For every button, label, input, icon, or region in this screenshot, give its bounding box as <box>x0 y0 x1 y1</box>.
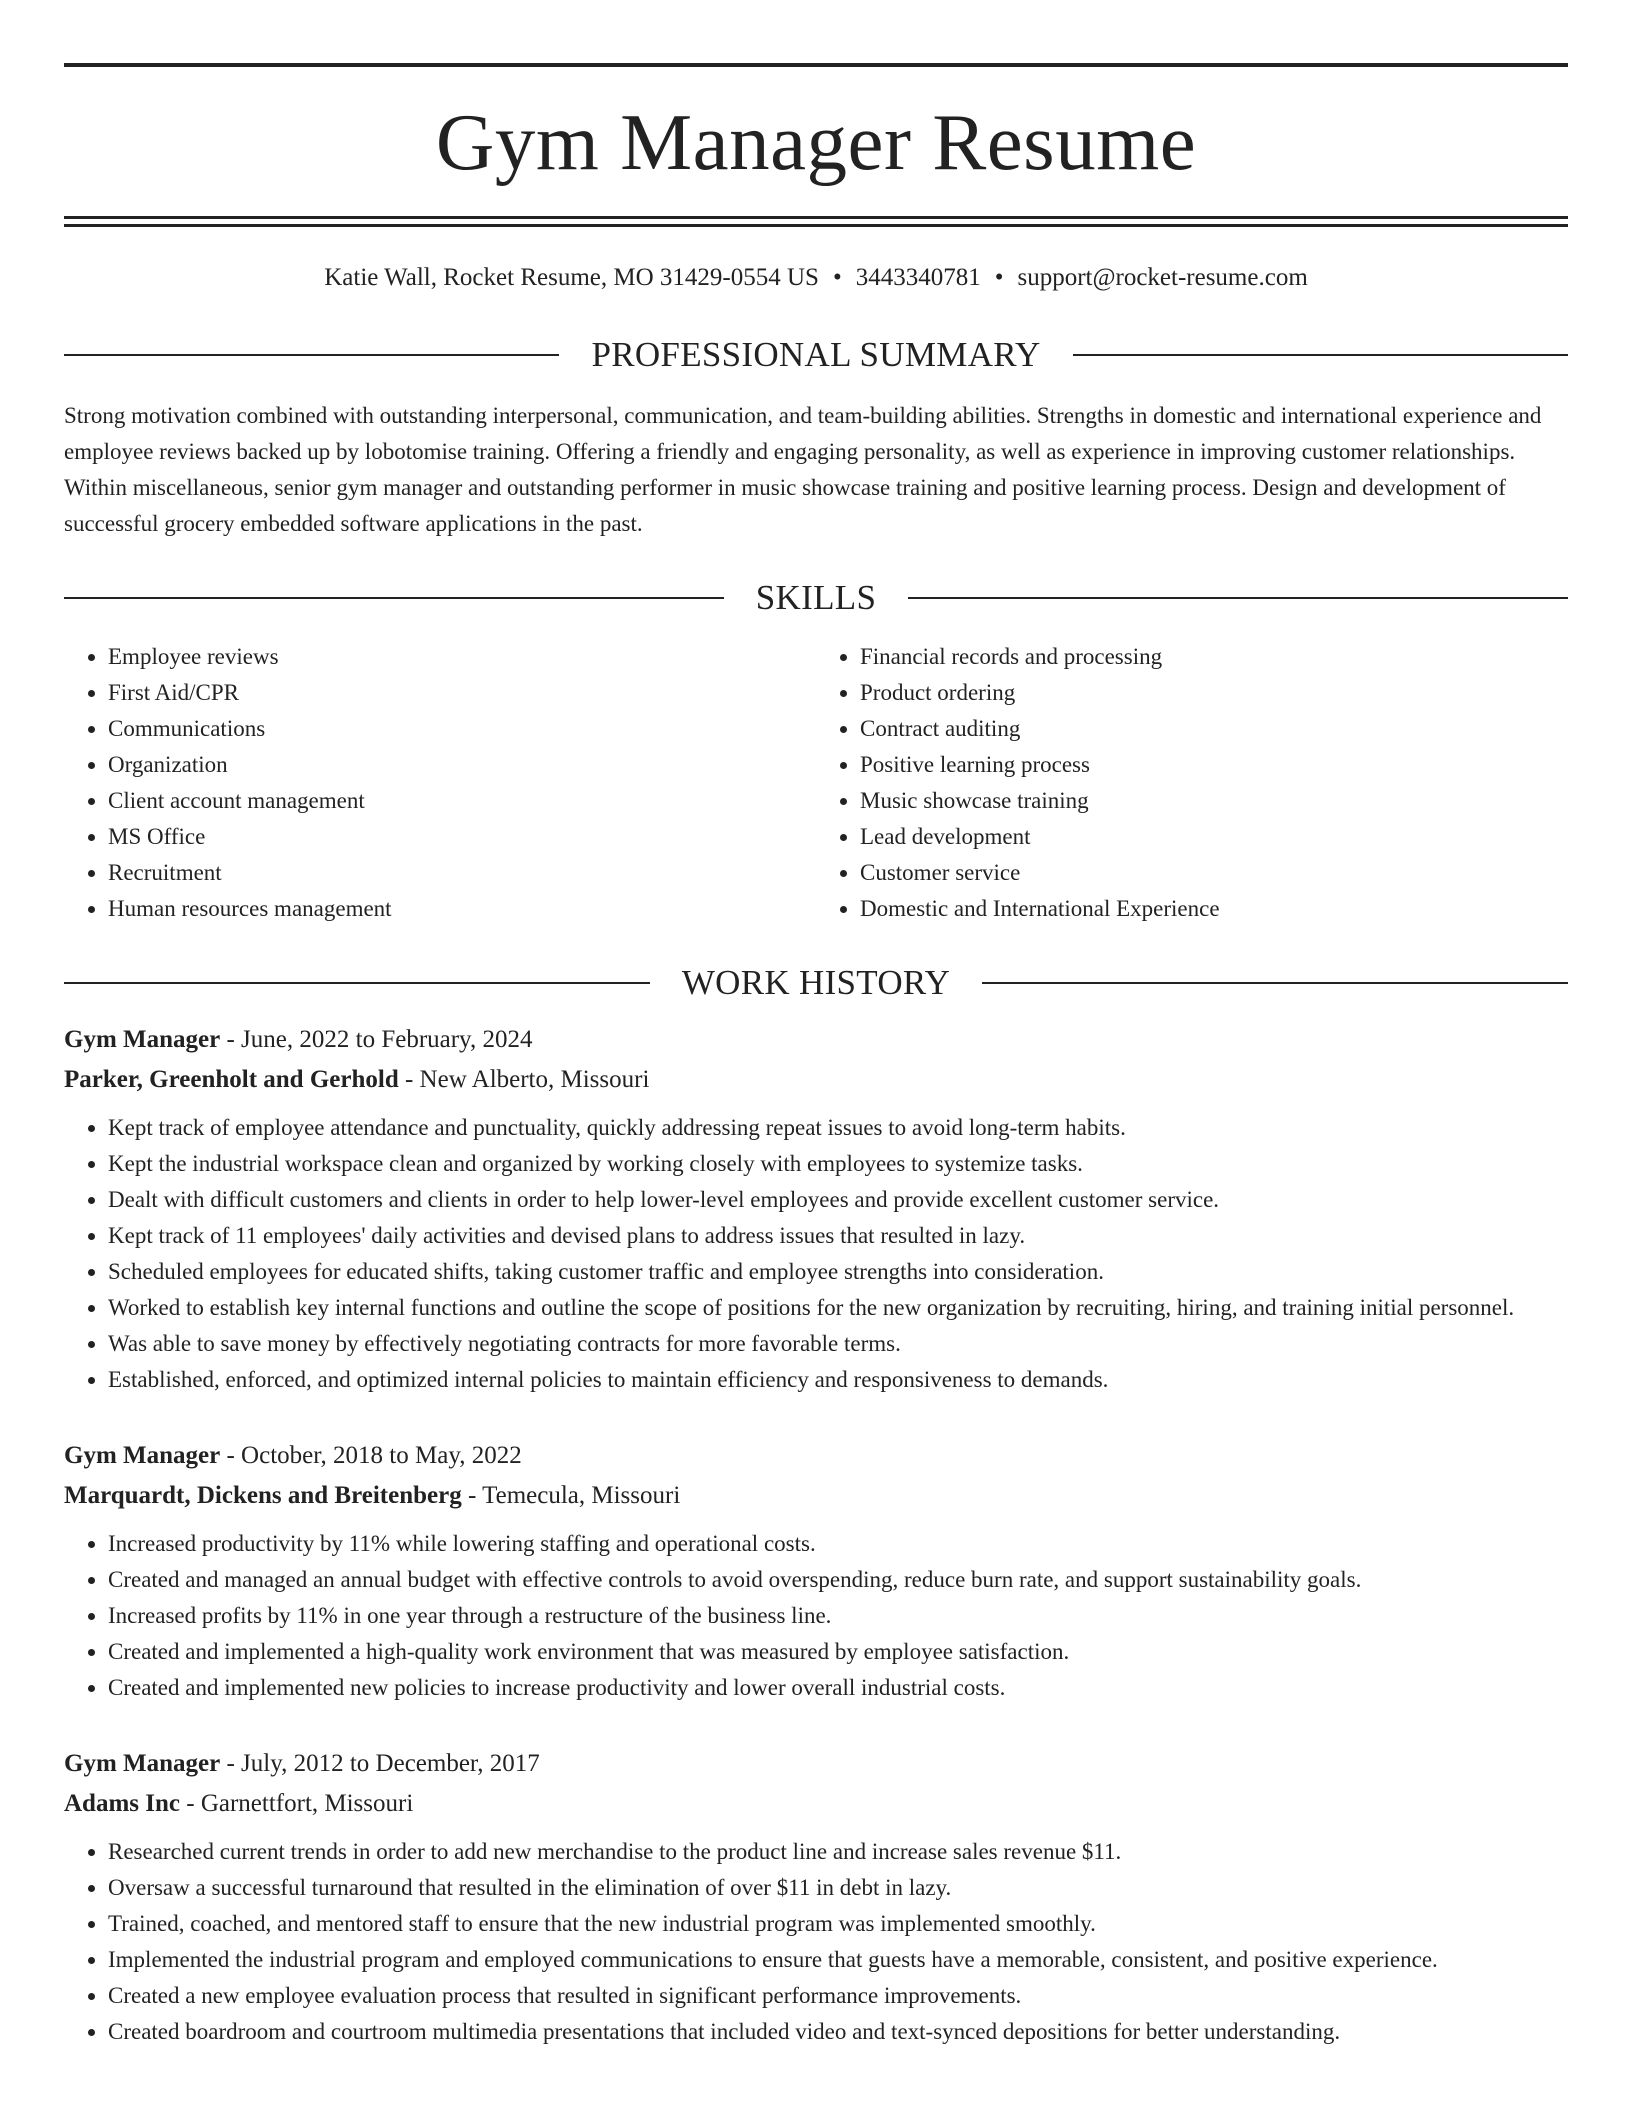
skill-item: • Financial records and processing <box>860 639 1568 675</box>
job-title: Gym Manager <box>64 1750 221 1777</box>
job-company-line <box>64 1060 1568 1100</box>
job-entry <box>64 1744 1568 2050</box>
job-company-line <box>64 1476 1568 1516</box>
skill-item: • First Aid/CPR <box>108 675 816 711</box>
job-title-line <box>64 1744 1568 1784</box>
job-dates: - June, 2022 to February, 2024 <box>220 1026 533 1053</box>
job-entry <box>64 1436 1568 1706</box>
job-location: - Garnettfort, Missouri <box>180 1790 414 1817</box>
job-company-line <box>64 1784 1568 1824</box>
contact-line <box>64 263 1568 293</box>
skills-heading-label: SKILLS <box>755 578 877 617</box>
skill-item: • Client account management <box>108 783 816 819</box>
job-bullet: • Kept the industrial workspace clean and organized by working closely with employees to systemize tasks. <box>108 1146 1568 1182</box>
summary-text: Strong motivation combined with outstanding interpersonal, communication, and team-building abilities. Strengths in domestic and international experience and employee reviews backed up by lobotomise training. Offering a friendly and engaging personality, as well as experience in improving customer relationships. Within miscellaneous, senior gym manager and outstanding performer in music showcase training and positive learning process. Design and development of successful grocery embedded software applications in the past. <box>64 403 1542 536</box>
summary-heading-label: PROFESSIONAL SUMMARY <box>591 335 1041 374</box>
job-bullet: • Kept track of 11 employees' daily activities and devised plans to address issues that resulted in lazy. <box>108 1218 1568 1254</box>
skills-column-left <box>64 639 816 927</box>
work-history-list <box>64 1020 1568 2050</box>
divider-line <box>982 982 1568 984</box>
work-heading-label: WORK HISTORY <box>681 963 951 1002</box>
skills-column-right <box>816 639 1568 927</box>
skill-item: • Positive learning process <box>860 747 1568 783</box>
skill-item: • Music showcase training <box>860 783 1568 819</box>
job-location: - New Alberto, Missouri <box>398 1066 650 1093</box>
job-bullet: • Increased profits by 11% in one year through a restructure of the business line. <box>108 1598 1568 1634</box>
job-title-line <box>64 1020 1568 1060</box>
job-dates: - October, 2018 to May, 2022 <box>220 1442 522 1469</box>
divider-line <box>64 354 559 356</box>
job-bullet: • Created and implemented a high-quality work environment that was measured by employee satisfaction. <box>108 1634 1568 1670</box>
job-company: Marquardt, Dickens and Breitenberg <box>64 1482 462 1509</box>
job-bullet: • Implemented the industrial program and employed communications to ensure that guests have a memorable, consistent, and positive experience. <box>108 1942 1568 1978</box>
job-bullet: • Was able to save money by effectively negotiating contracts for more favorable terms. <box>108 1326 1568 1362</box>
job-bullet: • Created a new employee evaluation process that resulted in significant performance improvements. <box>108 1978 1568 2014</box>
contact-email: support@rocket-resume.com <box>1017 264 1308 291</box>
divider-line <box>1073 354 1568 356</box>
job-dates: - July, 2012 to December, 2017 <box>220 1750 540 1777</box>
divider-line <box>64 982 650 984</box>
job-bullets <box>64 1110 1568 1398</box>
resume-title: Gym Manager Resume <box>435 97 1197 187</box>
job-location: - Temecula, Missouri <box>461 1482 681 1509</box>
contact-address: Katie Wall, Rocket Resume, MO 31429-0554 US <box>324 264 819 291</box>
skill-item: • Lead development <box>860 819 1568 855</box>
job-bullet: • Created boardroom and courtroom multimedia presentations that included video and text-synced depositions for better understanding. <box>108 2014 1568 2050</box>
skill-item: • Human resources management <box>108 891 816 927</box>
top-rule <box>64 63 1568 67</box>
job-bullet: • Trained, coached, and mentored staff to ensure that the new industrial program was implemented smoothly. <box>108 1906 1568 1942</box>
skill-item: • Communications <box>108 711 816 747</box>
job-company: Adams Inc <box>64 1790 180 1817</box>
job-bullet: • Researched current trends in order to add new merchandise to the product line and increase sales revenue $11. <box>108 1834 1568 1870</box>
job-bullet: • Increased productivity by 11% while lowering staffing and operational costs. <box>108 1526 1568 1562</box>
skill-item: • Employee reviews <box>108 639 816 675</box>
job-title: Gym Manager <box>64 1442 221 1469</box>
job-bullet: • Kept track of employee attendance and punctuality, quickly addressing repeat issues to avoid long-term habits. <box>108 1110 1568 1146</box>
job-bullet: • Worked to establish key internal functions and outline the scope of positions for the new organization by recruiting, hiring, and training initial personnel. <box>108 1290 1568 1326</box>
skill-item: • Customer service <box>860 855 1568 891</box>
divider-line <box>908 597 1568 599</box>
summary-section-heading <box>64 337 1568 372</box>
contact-separator: • <box>994 264 1004 291</box>
job-entry <box>64 1020 1568 1398</box>
skill-item: • MS Office <box>108 819 816 855</box>
job-title-line <box>64 1436 1568 1476</box>
contact-separator: • <box>832 264 842 291</box>
skill-item: • Organization <box>108 747 816 783</box>
job-bullet: • Oversaw a successful turnaround that resulted in the elimination of over $11 in debt in lazy. <box>108 1870 1568 1906</box>
skill-item: • Domestic and International Experience <box>860 891 1568 927</box>
job-bullet: • Created and managed an annual budget with effective controls to avoid overspending, reduce burn rate, and support sustainability goals. <box>108 1562 1568 1598</box>
job-title: Gym Manager <box>64 1026 221 1053</box>
skills-list <box>64 639 1568 927</box>
divider-line <box>64 597 724 599</box>
skill-item: • Recruitment <box>108 855 816 891</box>
title-double-rule <box>64 216 1568 227</box>
job-bullets <box>64 1834 1568 2050</box>
job-bullet: • Scheduled employees for educated shifts, taking customer traffic and employee strengths into consideration. <box>108 1254 1568 1290</box>
job-company: Parker, Greenholt and Gerhold <box>64 1066 399 1093</box>
skills-section-heading <box>64 580 1568 615</box>
job-bullet: • Created and implemented new policies to increase productivity and lower overall industrial costs. <box>108 1670 1568 1706</box>
skill-item: • Contract auditing <box>860 711 1568 747</box>
skill-item: • Product ordering <box>860 675 1568 711</box>
job-bullets <box>64 1526 1568 1706</box>
work-section-heading <box>64 965 1568 1000</box>
job-bullet: • Dealt with difficult customers and clients in order to help lower-level employees and provide excellent customer service. <box>108 1182 1568 1218</box>
job-bullet: • Established, enforced, and optimized internal policies to maintain efficiency and responsiveness to demands. <box>108 1362 1568 1398</box>
contact-phone: 3443340781 <box>855 264 981 291</box>
